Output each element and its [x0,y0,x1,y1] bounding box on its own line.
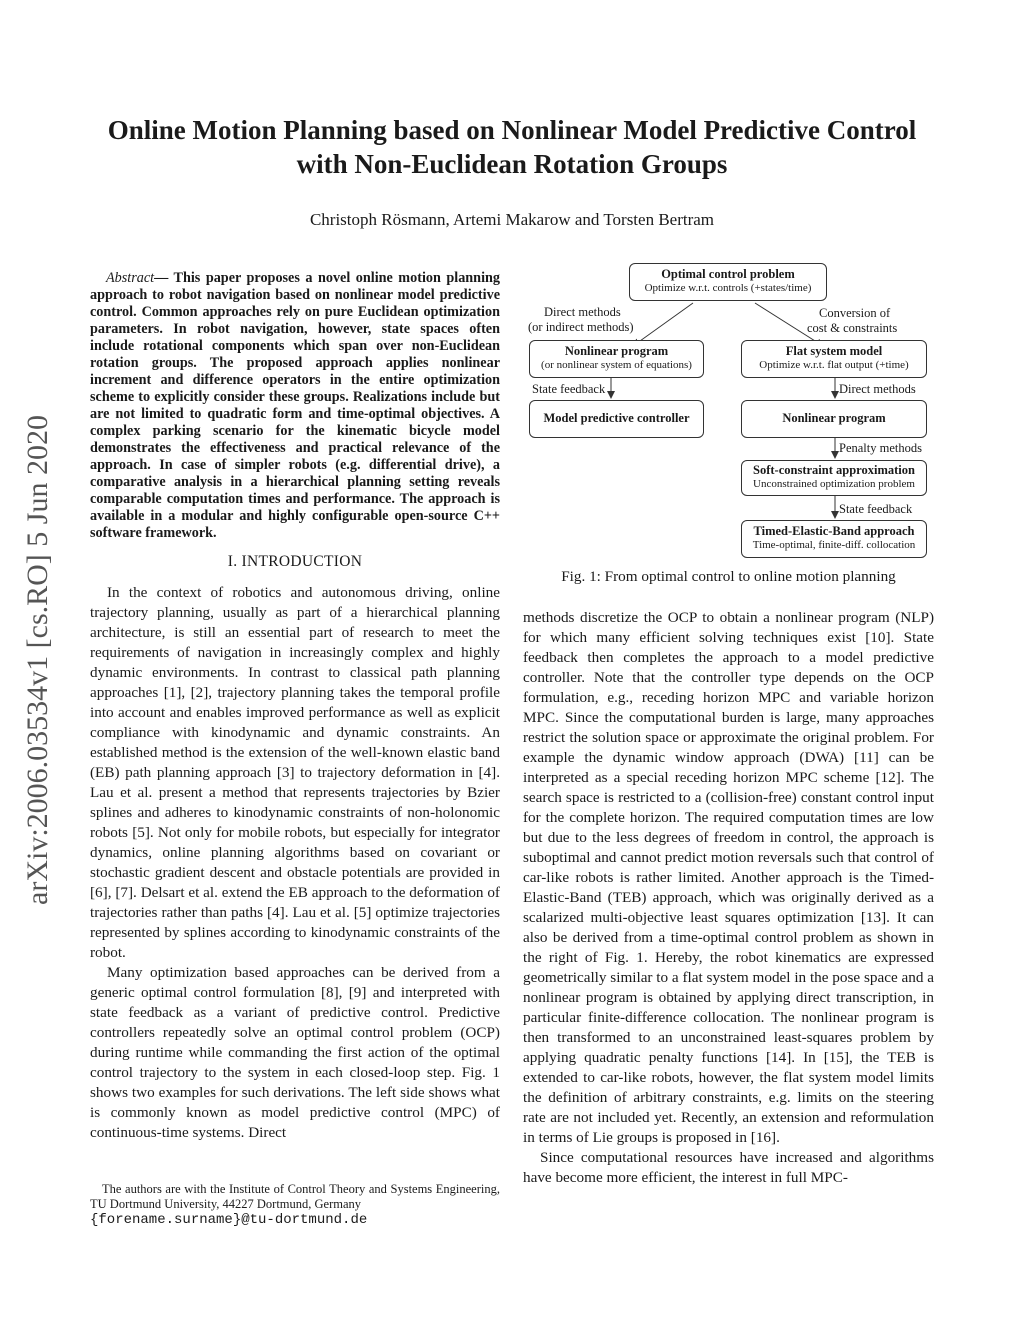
label-state-feedback-left: State feedback [532,382,606,396]
section-heading-introduction: I. INTRODUCTION [227,553,363,570]
box-subtitle: Optimize w.r.t. controls (+states/time) [644,282,812,294]
title-line-2: with Non-Euclidean Rotation Groups [296,149,728,179]
abstract-label: Abstract [106,270,155,286]
box-timed-elastic-band [741,520,927,558]
footnote-text: The authors are with the Institute of Control Theory and Systems Engineering, TU Dortmund University, 44227 Dortmund, Germany [90,1182,500,1211]
right-column-body [523,608,934,1188]
label-conversion-of: Conversion of [819,306,891,320]
paragraph: Many optimization based approaches can be derived from a generic optimal control formulation [8], [9] and interpreted with state feedback as a variant of predictive control. Predictive controllers repeatedly solve an optimal control problem (OCP) during runtime while commanding the first action of the optimal control trajectory to the system in each closed-loop step. Fig. 1 shows two examples for such derivations. The left side shows what is commonly known as model predictive control (MPC) of continuous-time systems. Direct [90,964,500,1141]
paragraph: In the context of robotics and autonomous driving, online trajectory planning, usually as part of a hierarchical planning architecture, is still an essential part of research to meet the requirements of navigation in increasingly complex and highly dynamic environments. In contrast to classical path planning approaches [1], [2], trajectory planning takes the temporal profile into account and enables improved performance as well as explicit compliance with kinodynamic and dynamic constraints. An established method is the extension of the well-known elastic band (EB) path planning approach [3] to trajectory deformation in [4]. Lau et al. present a method that represents trajectories by Bzier splines and adheres to kinodynamic constraints of non-holonomic robots [5]. Not only for mobile robots, but especially for integrator dynamics, online planning algorithms based on covariant or stochastic gradient descent and obstacle potentials are provided in [6], [7]. Delsart et al. extend the EB approach to the deformation of trajectories rather than paths [4]. Lau et al. [5] optimize trajectories represented by splines according to kinodynamic constraints of the robot. [90,584,500,961]
arxiv-identifier: arXiv:2006.03534v1 [cs.RO] 5 Jun 2020 [21,415,54,905]
box-model-predictive-controller [529,400,704,438]
label-cost-constraints: cost & constraints [807,321,898,335]
box-title: Flat system model [785,344,883,358]
abstract-dash: — [154,270,174,286]
box-subtitle: Unconstrained optimization problem [753,478,915,490]
abstract-text: This paper proposes a novel online motion planning approach to robot navigation based on nonlinear model predictive control. Common approaches rely on pure Euclidean optimization parameters. In robot navigation, however, state spaces often include rotational components which span over non-Euclidean rotation groups. The proposed approach applies nonlinear increment and difference operators in the entire optimization scheme to explicitly consider these groups. Realizations include but are not limited to quadratic form and time-optimal objectives. A complex parking scenario for the kinematic bicycle model demonstrates the effectiveness and practical relevance of the approach. In case of simpler robots (e.g. differential drive), a comparative analysis in a hierarchical planning setting reveals comparable computation times and performance. The approach is available in a modular and highly configurable open-source C++ software framework. [90,270,500,541]
box-optimal-control-problem [629,263,827,301]
paragraph: methods discretize the OCP to obtain a nonlinear program (NLP) for which many efficient solving techniques exist [10]. State feedback then completes the approach to a model predictive controller. Note that the controller type depends on the OCP formulation, e.g., receding horizon MPC and variable horizon MPC. Since the computational burden is large, many approaches restrict the solution space or approximate the original problem. For example the dynamic window approach (DWA) [11] can be interpreted as a special receding horizon MPC scheme [12]. The search space is restricted to a (collision-free) constant control input for the complete horizon. The required computation times are low but due to the less degrees of freedom in control, the approach is suboptimal and cannot predict motion reversals such that control of car-like robots is rather limited. Another approach is the Timed-Elastic-Band (TEB) approach, which was originally derived as a scalarized multi-objective least squares optimization [13]. It can also be derived from a time-optimal control problem as shown in the right of Fig. 1. Hereby, the robot kinematics are expressed geometrically similar to a flat system model in the pose space and a nonlinear program is obtained by applying direct transcription, in particular finite-difference collocation. The nonlinear program is then transformed to an unconstrained least-squares problem by applying quadratic penalty functions [14]. In [15], the TEB is extended to car-like robots, however, the flat system model limits the definition of arbitrary constraints, e.g. limits on the steering rate are not included yet. Recently, an extension and reformulation in terms of Lie groups is proposed in [16]. [523,609,934,1146]
box-title: Nonlinear program [782,411,886,425]
label-or-indirect-methods: (or indirect methods) [528,320,634,334]
box-title: Timed-Elastic-Band approach [753,524,915,538]
box-title: Nonlinear program [564,344,669,358]
box-subtitle: Optimize w.r.t. flat output (+time) [759,359,909,371]
box-soft-constraint-approximation [741,460,927,496]
label-penalty-methods: Penalty methods [839,441,922,455]
label-direct-methods-left: Direct methods [544,305,621,319]
paper-title [60,113,964,181]
label-state-feedback-right: State feedback [839,502,913,516]
figure-caption: Fig. 1: From optimal control to online motion planning [561,568,896,585]
box-title: Soft-constraint approximation [753,463,915,477]
paragraph: Since computational resources have increased and algorithms have become more efficient, the interest in full MPC- [523,1149,934,1186]
abstract [90,270,500,542]
box-nonlinear-program-right [741,400,927,438]
box-nonlinear-program-left [529,340,704,378]
box-title: Model predictive controller [543,411,690,425]
left-column-body [90,583,500,1143]
box-subtitle: (or nonlinear system of equations) [541,359,692,371]
title-line-1: Online Motion Planning based on Nonlinear Model Predictive Control [107,115,917,145]
footnote-email: {forename.surname}@tu-dortmund.de [90,1212,368,1228]
author-list: Christoph Rösmann, Artemi Makarow and Torsten Bertram [309,210,715,229]
footnote [90,1182,500,1228]
box-title: Optimal control problem [661,267,795,281]
figure-1-diagram [523,258,934,563]
box-flat-system-model [741,340,927,378]
box-subtitle: Time-optimal, finite-diff. collocation [752,539,916,551]
label-direct-methods-right: Direct methods [839,382,916,396]
